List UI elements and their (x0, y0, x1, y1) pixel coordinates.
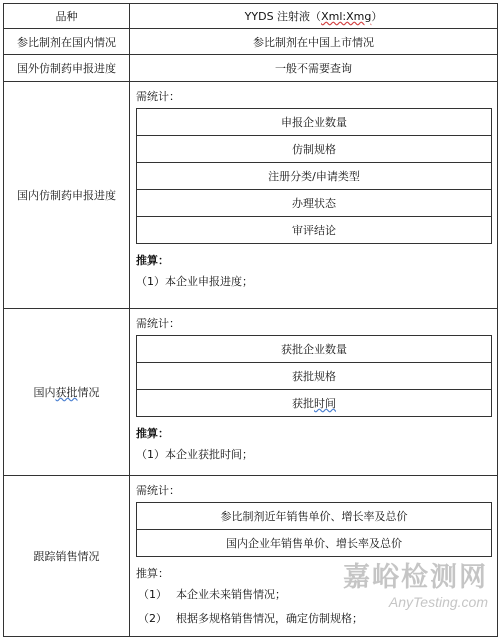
label-canbi: 参比制剂在国内情况 (4, 29, 130, 55)
row-xiaoshou (4, 476, 498, 637)
value-pinzhong (130, 4, 498, 29)
value-pinzhong-prefix: YYDS 注射液（ (244, 10, 322, 23)
value-pinzhong-suffix: ） (371, 10, 383, 23)
row-guonei-shenbao (4, 82, 498, 309)
section-xiaoshou (130, 476, 498, 637)
tuisuan-label: 推算： (136, 567, 169, 580)
tuisuan-line-num: （1） (138, 588, 167, 601)
value-guowai: 一般不需要查询 (130, 55, 498, 82)
row-pinzhong (4, 4, 498, 29)
watermark-cn: 嘉峪检测网 (343, 562, 488, 593)
row-guowai (4, 55, 498, 82)
stat-item: 获批企业数量 (137, 336, 492, 363)
tuisuan-line: （1）本企业申报进度； (136, 275, 253, 288)
label-guonei-shenbao: 国内仿制药申报进度 (4, 82, 130, 309)
stat-item: 参比制剂近年销售单价、增长率及总价 (137, 503, 492, 530)
tuisuan-line-text: 本企业未来销售情况； (176, 588, 286, 601)
tuisuan-line (134, 583, 493, 607)
tuisuan-line (134, 607, 493, 631)
row-huopi (4, 309, 498, 476)
label-huopi-suffix: 情况 (77, 386, 100, 399)
label-xiaoshou: 跟踪销售情况 (4, 476, 130, 637)
label-guowai: 国外仿制药申报进度 (4, 55, 130, 82)
stat-item: 审评结论 (137, 217, 492, 244)
stat-item: 仿制规格 (137, 136, 492, 163)
tuisuan-line-text: 根据多规格销售情况，确定仿制规格； (176, 612, 363, 625)
stat-item: 办理状态 (137, 190, 492, 217)
row-canbi (4, 29, 498, 55)
tuisuan-label: 推算： (136, 427, 169, 440)
label-pinzhong: 品种 (4, 4, 130, 29)
watermark-en: AnyTesting.com (388, 594, 488, 610)
stat-item-underlined: 时间 (314, 397, 336, 410)
need-stat-label: 需统计： (136, 484, 180, 497)
stat-items-table (136, 335, 492, 417)
stat-item (137, 390, 492, 417)
label-huopi-prefix: 国内 (33, 386, 56, 399)
requirements-table (3, 3, 498, 637)
need-stat-label: 需统计： (136, 317, 180, 330)
label-huopi-underlined: 获批 (55, 386, 78, 399)
stat-item: 申报企业数量 (137, 109, 492, 136)
value-pinzhong-spec: Xml:Xmg (321, 10, 372, 23)
tuisuan-line-num: （2） (138, 612, 167, 625)
stat-item-prefix: 获批 (292, 397, 314, 410)
tuisuan-label: 推算： (136, 254, 169, 267)
tuisuan-line: （1）本企业获批时间； (136, 448, 253, 461)
stat-item: 注册分类/申请类型 (137, 163, 492, 190)
value-canbi: 参比制剂在中国上市情况 (130, 29, 498, 55)
section-huopi (130, 309, 498, 476)
stat-item: 获批规格 (137, 363, 492, 390)
label-huopi (4, 309, 130, 476)
stat-item: 国内企业年销售单价、增长率及总价 (137, 530, 492, 557)
stat-items-table (136, 108, 492, 244)
section-guonei-shenbao (130, 82, 498, 309)
need-stat-label: 需统计： (136, 90, 180, 103)
stat-items-table (136, 502, 492, 557)
